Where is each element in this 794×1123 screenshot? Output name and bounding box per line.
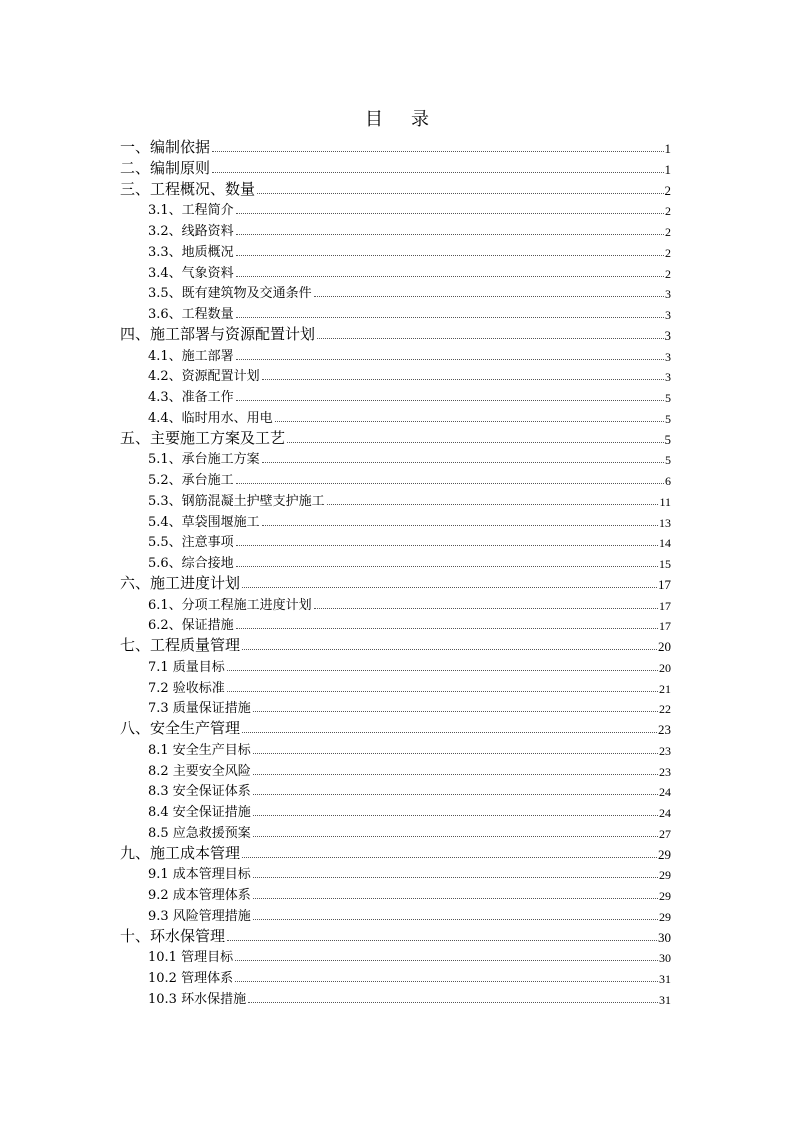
toc-entry-label: 3.5、既有建筑物及交通条件 <box>148 286 312 302</box>
toc-dot-leader <box>236 317 664 318</box>
toc-entry-label: 4.3、准备工作 <box>148 390 234 405</box>
toc-entry-label: 三、工程概况、数量 <box>120 179 256 198</box>
toc-section-entry[interactable] <box>148 220 671 238</box>
toc-dot-leader <box>253 794 658 795</box>
toc-section-entry[interactable] <box>148 262 671 280</box>
toc-dot-leader <box>236 400 664 401</box>
toc-entry-label: 6.2、保证措施 <box>148 618 234 634</box>
toc-dot-leader <box>236 213 664 214</box>
toc-section-entry[interactable] <box>148 677 671 695</box>
toc-section-entry[interactable] <box>148 988 671 1006</box>
toc-section-entry[interactable] <box>148 365 671 383</box>
toc-page-number: 23 <box>659 743 671 758</box>
toc-dot-leader <box>314 296 664 297</box>
toc-dot-leader <box>314 608 658 609</box>
toc-section-entry[interactable] <box>148 552 671 570</box>
toc-page-number: 20 <box>658 639 671 654</box>
toc-section-entry[interactable] <box>148 469 671 487</box>
toc-entry-label: 10.2 管理体系 <box>148 971 234 986</box>
toc-dot-leader <box>253 836 658 837</box>
toc-entry-label: 10.3 环水保措施 <box>148 991 247 1007</box>
toc-entry-label: 7.3 质量保证措施 <box>148 701 251 717</box>
toc-dot-leader <box>287 442 663 443</box>
toc-section-entry[interactable] <box>148 448 671 466</box>
toc-page-number: 31 <box>659 972 671 986</box>
toc-dot-leader <box>236 566 658 567</box>
toc-dot-leader <box>227 940 657 941</box>
toc-page-number: 2 <box>665 225 671 239</box>
toc-chapter-entry[interactable] <box>120 843 671 861</box>
toc-page-number: 2 <box>665 245 671 260</box>
toc-dot-leader <box>227 670 658 671</box>
toc-dot-leader <box>242 649 657 650</box>
toc-section-entry[interactable] <box>148 511 671 529</box>
toc-entry-label: 8.4 安全保证措施 <box>148 805 251 820</box>
toc-section-entry[interactable] <box>148 884 671 902</box>
toc-dot-leader <box>242 732 657 733</box>
toc-section-entry[interactable] <box>148 656 671 674</box>
toc-page-number: 22 <box>659 702 671 717</box>
toc-dot-leader <box>212 151 663 152</box>
toc-entry-label: 九、施工成本管理 <box>120 843 241 862</box>
toc-dot-leader <box>235 960 658 961</box>
toc-page-number: 5 <box>665 391 671 405</box>
toc-title <box>0 105 794 131</box>
toc-chapter-entry[interactable] <box>120 428 671 446</box>
toc-section-entry[interactable] <box>148 780 671 798</box>
toc-page-number: 14 <box>659 536 671 551</box>
toc-dot-leader <box>253 711 658 712</box>
toc-page-number: 2 <box>665 266 671 281</box>
toc-dot-leader <box>242 857 657 858</box>
toc-dot-leader <box>253 774 658 775</box>
toc-entry-label: 5.4、草袋围堰施工 <box>148 514 260 530</box>
toc-page-number: 24 <box>659 785 671 800</box>
toc-page-number: 29 <box>658 846 671 862</box>
toc-dot-leader <box>236 255 664 256</box>
toc-page-number: 23 <box>659 764 671 779</box>
toc-page-number: 30 <box>658 929 671 945</box>
toc-dot-leader <box>236 483 664 484</box>
toc-dot-leader <box>236 628 658 629</box>
toc-entry-label: 4.4、临时用水、用电 <box>148 410 273 426</box>
toc-entry-label: 3.6、工程数量 <box>148 307 234 322</box>
toc-dot-leader <box>275 421 664 422</box>
toc-dot-leader <box>262 525 658 526</box>
toc-dot-leader <box>212 172 663 173</box>
toc-chapter-entry[interactable] <box>120 179 671 197</box>
toc-page-number: 23 <box>658 722 671 737</box>
toc-page-number: 3 <box>665 308 671 322</box>
toc-section-entry[interactable] <box>148 614 671 632</box>
toc-page-number: 3 <box>664 327 671 343</box>
toc-entry-label: 8.3 安全保证体系 <box>148 784 251 800</box>
toc-section-entry[interactable] <box>148 801 671 819</box>
toc-section-entry[interactable] <box>148 386 671 404</box>
toc-entry-label: 9.2 成本管理体系 <box>148 888 251 903</box>
toc-dot-leader <box>253 753 658 754</box>
toc-entry-label: 3.4、气象资料 <box>148 265 234 281</box>
toc-entry-label: 5.1、承台施工方案 <box>148 452 260 468</box>
toc-entry-label: 七、工程质量管理 <box>120 636 241 654</box>
toc-page-number: 13 <box>659 515 671 530</box>
toc-section-entry[interactable] <box>148 863 671 881</box>
toc-page-number: 30 <box>659 951 671 966</box>
toc-entry-label: 4.2、资源配置计划 <box>148 369 260 385</box>
toc-entry-label: 5.3、钢筋混凝土护壁支护施工 <box>148 493 325 509</box>
toc-entry-label: 7.2 验收标准 <box>148 680 225 696</box>
toc-entry-label: 10.1 管理目标 <box>148 950 234 966</box>
toc-page-number: 21 <box>659 681 671 696</box>
toc-page-number: 29 <box>659 909 671 924</box>
toc-dot-leader <box>327 504 659 505</box>
toc-entry-label: 3.3、地质概况 <box>148 244 234 260</box>
toc-page-number: 5 <box>664 431 671 447</box>
toc-dot-leader <box>235 981 658 982</box>
toc-section-entry[interactable] <box>148 697 671 715</box>
toc-dot-leader <box>253 919 658 920</box>
toc-dot-leader <box>257 193 663 194</box>
toc-entry-label: 9.3 风险管理措施 <box>148 908 251 924</box>
toc-section-entry[interactable] <box>148 345 671 363</box>
toc-dot-leader <box>248 1002 658 1003</box>
toc-section-entry[interactable] <box>148 967 671 985</box>
toc-page-number: 11 <box>659 494 671 509</box>
toc-section-entry[interactable] <box>148 531 671 549</box>
toc-dot-leader <box>262 462 664 463</box>
toc-dot-leader <box>236 276 664 277</box>
toc-entry-label: 9.1 成本管理目标 <box>148 867 251 883</box>
toc-section-entry[interactable] <box>148 199 671 217</box>
toc-dot-leader <box>227 691 658 692</box>
toc-dot-leader <box>262 379 664 380</box>
toc-chapter-entry[interactable] <box>120 158 671 176</box>
toc-dot-leader <box>253 815 658 816</box>
toc-section-entry[interactable] <box>148 407 671 425</box>
toc-dot-leader <box>317 338 663 339</box>
toc-page-number: 3 <box>665 287 671 302</box>
toc-entry-label: 二、编制原则 <box>120 158 211 177</box>
toc-entry-label: 8.1 安全生产目标 <box>148 742 251 758</box>
toc-section-entry[interactable] <box>148 241 671 259</box>
toc-chapter-entry[interactable] <box>120 926 671 944</box>
toc-entry-label: 6.1、分项工程施工进度计划 <box>148 597 312 613</box>
toc-title-char-1: 目 <box>365 109 383 130</box>
toc-section-entry[interactable] <box>148 905 671 923</box>
toc-chapter-entry[interactable] <box>120 573 671 591</box>
toc-page-number: 17 <box>659 619 671 634</box>
toc-page-number: 1 <box>664 161 671 177</box>
toc-entry-label: 5.5、注意事项 <box>148 535 234 551</box>
toc-page-number: 27 <box>659 826 671 841</box>
toc-entry-label: 四、施工部署与资源配置计划 <box>120 324 316 343</box>
toc-dot-leader <box>253 898 658 899</box>
toc-page-number: 6 <box>665 474 671 488</box>
toc-page-number: 3 <box>665 349 671 364</box>
toc-page-number: 1 <box>664 141 671 156</box>
toc-dot-leader <box>236 359 664 360</box>
toc-section-entry[interactable] <box>148 490 671 508</box>
toc-page-number: 24 <box>659 806 671 820</box>
toc-page-number: 29 <box>659 868 671 883</box>
toc-dot-leader <box>242 587 657 588</box>
toc-chapter-entry[interactable] <box>120 718 671 736</box>
toc-entry-label: 4.1、施工部署 <box>148 348 234 364</box>
toc-page-number: 5 <box>665 453 671 468</box>
toc-page-number: 17 <box>659 598 671 613</box>
toc-section-entry[interactable] <box>148 303 671 321</box>
toc-title-char-2: 录 <box>411 109 429 130</box>
toc-page-number: 29 <box>659 889 671 903</box>
toc-chapter-entry[interactable] <box>120 324 671 342</box>
toc-entry-label: 5.2、承台施工 <box>148 473 234 488</box>
toc-page-number: 31 <box>659 992 671 1007</box>
toc-chapter-entry[interactable] <box>120 635 671 653</box>
toc-entry-label: 六、施工进度计划 <box>120 573 241 592</box>
toc-entry-label: 8.5 应急救援预案 <box>148 825 251 841</box>
toc-page-number: 20 <box>659 660 671 675</box>
toc-section-entry[interactable] <box>148 760 671 778</box>
toc-page-number: 17 <box>658 576 671 592</box>
toc-page-number: 2 <box>665 204 671 219</box>
toc-entry-label: 五、主要施工方案及工艺 <box>120 428 286 447</box>
toc-entry-label: 八、安全生产管理 <box>120 719 241 737</box>
toc-entry-label: 3.2、线路资料 <box>148 224 234 239</box>
toc-entry-label: 一、编制依据 <box>120 138 211 156</box>
toc-dot-leader <box>253 877 658 878</box>
toc-dot-leader <box>236 545 658 546</box>
toc-section-entry[interactable] <box>148 282 671 300</box>
toc-entry-label: 5.6、综合接地 <box>148 556 234 571</box>
toc-entry-label: 7.1 质量目标 <box>148 659 225 675</box>
toc-section-entry[interactable] <box>148 946 671 964</box>
toc-section-entry[interactable] <box>148 739 671 757</box>
toc-page-number: 3 <box>665 370 671 385</box>
toc-entry-label: 十、环水保管理 <box>120 926 226 945</box>
toc-section-entry[interactable] <box>148 822 671 840</box>
toc-page-number: 15 <box>659 557 671 571</box>
toc-page-number: 2 <box>664 182 671 198</box>
toc-section-entry[interactable] <box>148 594 671 612</box>
toc-entry-label: 3.1、工程简介 <box>148 203 234 219</box>
toc-dot-leader <box>236 234 664 235</box>
toc-entry-label: 8.2 主要安全风险 <box>148 763 251 779</box>
toc-chapter-entry[interactable] <box>120 137 671 155</box>
toc-page-number: 5 <box>665 411 671 426</box>
